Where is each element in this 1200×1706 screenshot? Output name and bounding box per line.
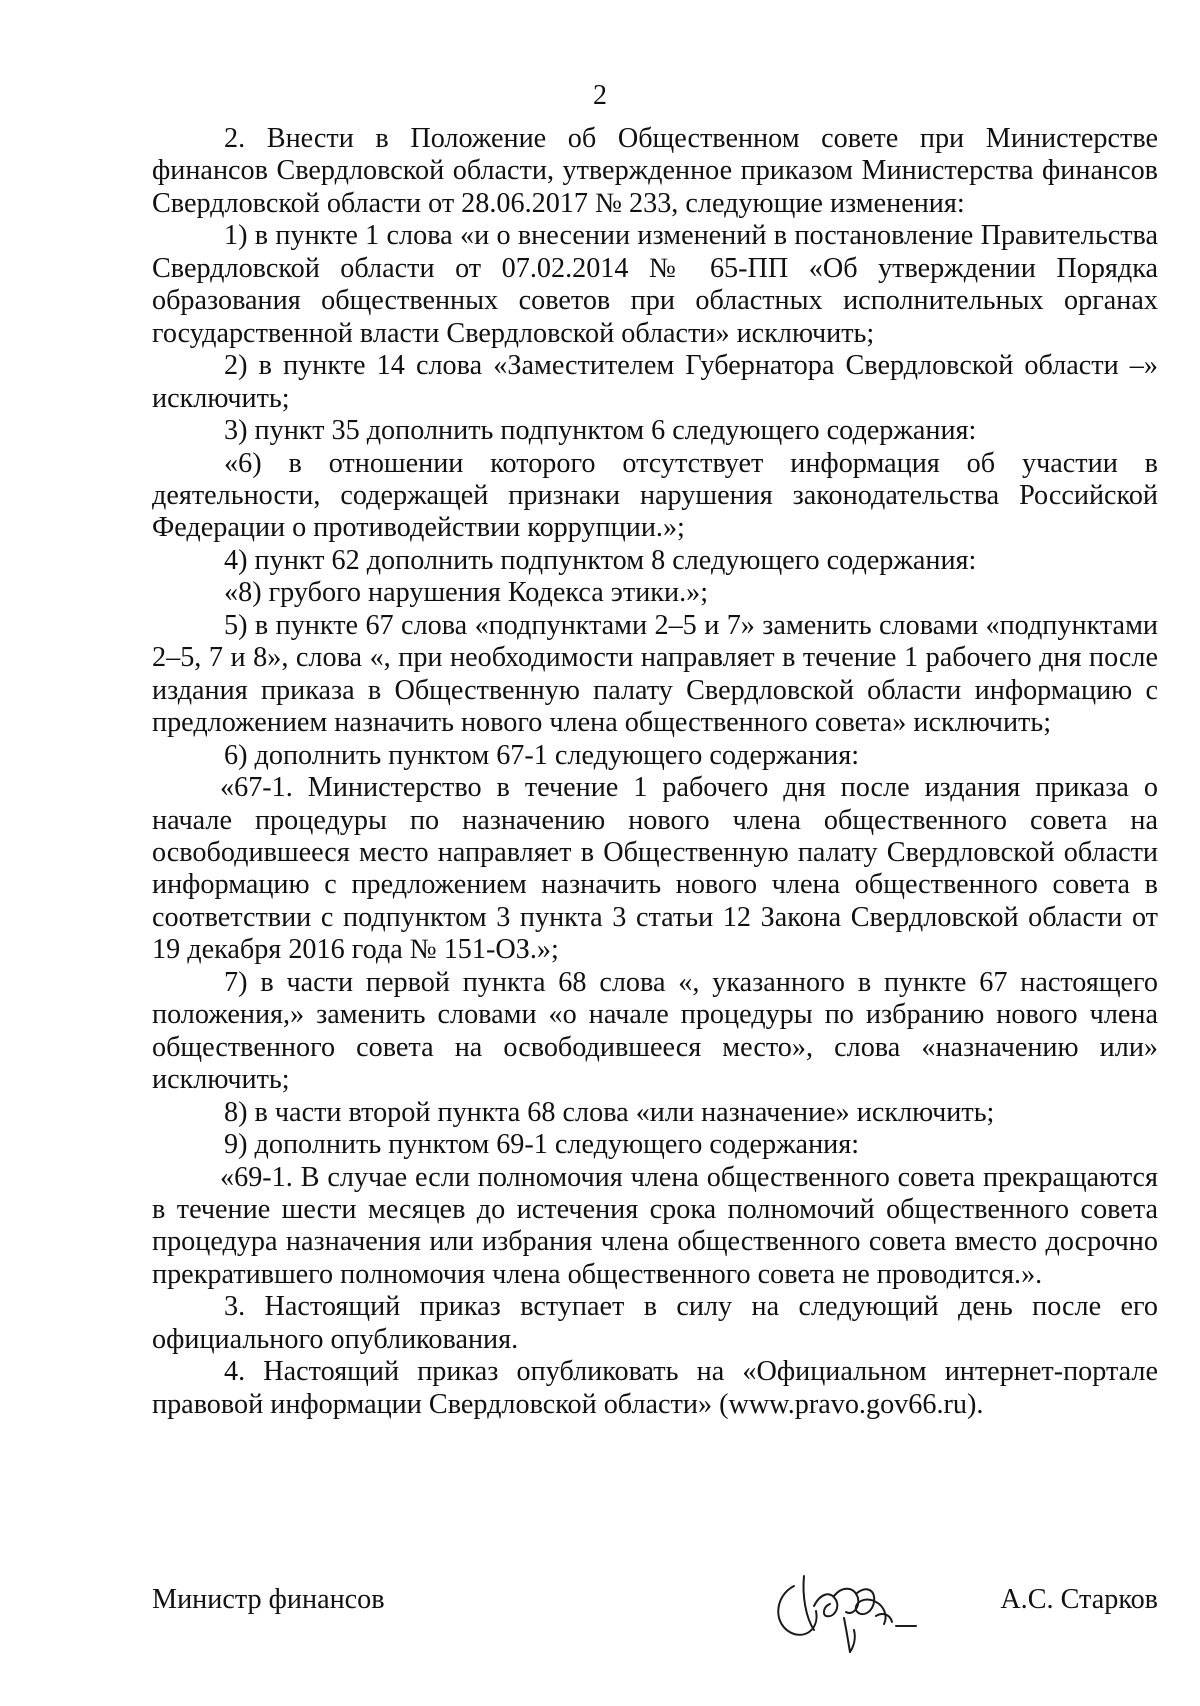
signatory-position: Министр финансов: [152, 1584, 385, 1615]
subparagraph-6: 6) дополнить пунктом 67-1 следующего содержания:: [224, 739, 860, 771]
subparagraph-8: 8) в части второй пункта 68 слова «или назначение» исключить;: [224, 1096, 995, 1128]
quoted-text-69-1: «69-1. В случае если полномочия члена общественного совета прекращаются в течение шести месяцев до истечения срока полномочий общественного совета процедура назначения или избрания члена общественного совета вместо досрочно прекратившего полномочия члена общественного совета не проводится.».: [152, 1161, 1158, 1290]
signatory-name: А.С. Старков: [1000, 1584, 1158, 1615]
subparagraph-2: 2) в пункте 14 слова «Заместителем Губернатора Свердловской области –» исключить;: [152, 350, 1158, 414]
document-body: [152, 123, 1158, 1421]
subparagraph-7: 7) в части первой пункта 68 слова «, указанного в пункте 67 настоящего положения,» заменить словами «о начале процедуры по избранию нового члена общественного совета на освободившееся место», слова «назначению или» исключить;: [152, 966, 1158, 1096]
quoted-text-6: «6) в отношении которого отсутствует информация об участии в деятельности, содержащей признаки нарушения законодательства Российской Федерации о противодействии коррупции.»;: [152, 447, 1158, 544]
paragraph-item-2: 2. Внести в Положение об Общественном совете при Министерстве финансов Свердловской области, утвержденное приказом Министерства финансов Свердловской области от 28.06.2017 № 233, следующие изменения:: [152, 123, 1158, 219]
paragraph-item-3: 3. Настоящий приказ вступает в силу на следующий день после его официального опубликования.: [152, 1291, 1158, 1355]
handwritten-signature-icon: [764, 1556, 924, 1666]
subparagraph-1: 1) в пункте 1 слова «и о внесении изменений в постановление Правительства Свердловской области от 07.02.2014 № 65-ПП «Об утверждении Порядка образования общественных советов при областных исполнительных органах государственной власти Свердловской области» исключить;: [152, 220, 1158, 349]
quoted-text-8: «8) грубого нарушения Кодекса этики.»;: [224, 577, 709, 609]
subparagraph-9: 9) дополнить пунктом 69-1 следующего содержания:: [224, 1129, 860, 1161]
signature-block: [152, 1566, 1158, 1706]
subparagraph-5: 5) в пункте 67 слова «подпунктами 2–5 и 7» заменить словами «подпунктами 2–5, 7 и 8», слова «, при необходимости направляет в течение 1 рабочего дня после издания приказа в Общественную палату Свердловской области информацию с предложением назначить нового члена общественного совета» исключить;: [152, 609, 1158, 739]
page-number: 2: [593, 80, 607, 111]
subparagraph-3: 3) пункт 35 дополнить подпунктом 6 следующего содержания:: [224, 415, 977, 447]
subparagraph-4: 4) пункт 62 дополнить подпунктом 8 следующего содержания:: [224, 544, 977, 576]
quoted-text-67-1: «67-1. Министерство в течение 1 рабочего дня после издания приказа о начале процедуры по назначению нового члена общественного совета на освободившееся место направляет в Общественную палату Свердловской области информацию с предложением назначить нового члена общественного совета в соответствии с подпунктом 3 пункта 3 статьи 12 Закона Свердловской области от 19 декабря 2016 года № 151-ОЗ.»;: [152, 772, 1158, 966]
paragraph-item-4: 4. Настоящий приказ опубликовать на «Официальном интернет-портале правовой информации Свердловской области» (www.pravo.gov66.ru).: [152, 1356, 1158, 1420]
